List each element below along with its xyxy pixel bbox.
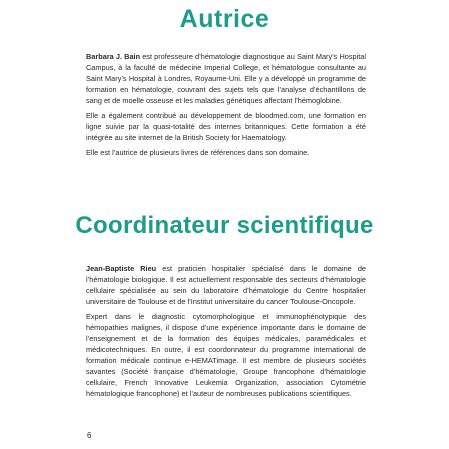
coordinator-bio-text: est praticien hospitalier spécialisé dans le domaine de l’hématologie biologique. Il est actuellement responsable des secteurs d’hématologie cellulaire spécialisée au sein du laboratoire d’hématologie du Centre hospitalier universitaire de Toulouse et de l’Institut universitaire du cancer Toulouse-Oncopole. [86, 264, 366, 306]
author-section-heading: Autrice [179, 5, 270, 33]
author-paragraph-3: Elle est l’autrice de plusieurs livres de références dans son domaine. [86, 148, 310, 157]
author-section-body [86, 51, 366, 162]
author-name: Barbara J. Bain [86, 52, 141, 61]
page-number: 6 [87, 431, 92, 440]
coordinator-paragraph-2: Expert dans le diagnostic cytomorphologique et immunophénotypique des hémopathies malignes, il dispose d’une expérience importante dans le domaine de l’enseignement et de la formation des équipes médicales, paramédicales et médicotechniques. En outre, il est coordonnateur du programme international de formation médicale continue e-HEMATimage. Il est membre de plusieurs sociétés savantes (Société française d’hématologie, Groupe francophone d’hématologie cellulaire, French Innovative Leukemia Organization, association Cytométrie hématologique francophone) et l’auteur de nombreuses publications scientifiques. [86, 312, 366, 398]
coordinator-section-heading: Coordinateur scientifique [75, 212, 374, 239]
coordinator-bio-paragraph [86, 263, 366, 307]
author-paragraph-2: Elle a également contribué au développement de bloodmed.com, une formation en ligne suivie par la quasi-totalité des internes britanniques. Cette formation a été intégrée au site internet de la British Society for Haematology. [86, 111, 366, 142]
coordinator-section-body [86, 263, 366, 403]
author-bio-text: est professeure d’hématologie diagnostique au Saint Mary’s Hospital Campus, à la faculté de médecine Imperial College, et hématologue consultante au Saint Mary’s Hospital à Londres, Royaume-Uni. Elle y a développé un programme de formation en hématologie, couvrant des sujets tels que l’analyse d’échantillons de sang et de moelle osseuse et les maladies génétiques affectant l’hémoglobine. [86, 52, 366, 105]
coordinator-name: Jean-Baptiste Rieu [86, 264, 157, 273]
author-bio-paragraph [86, 51, 366, 106]
